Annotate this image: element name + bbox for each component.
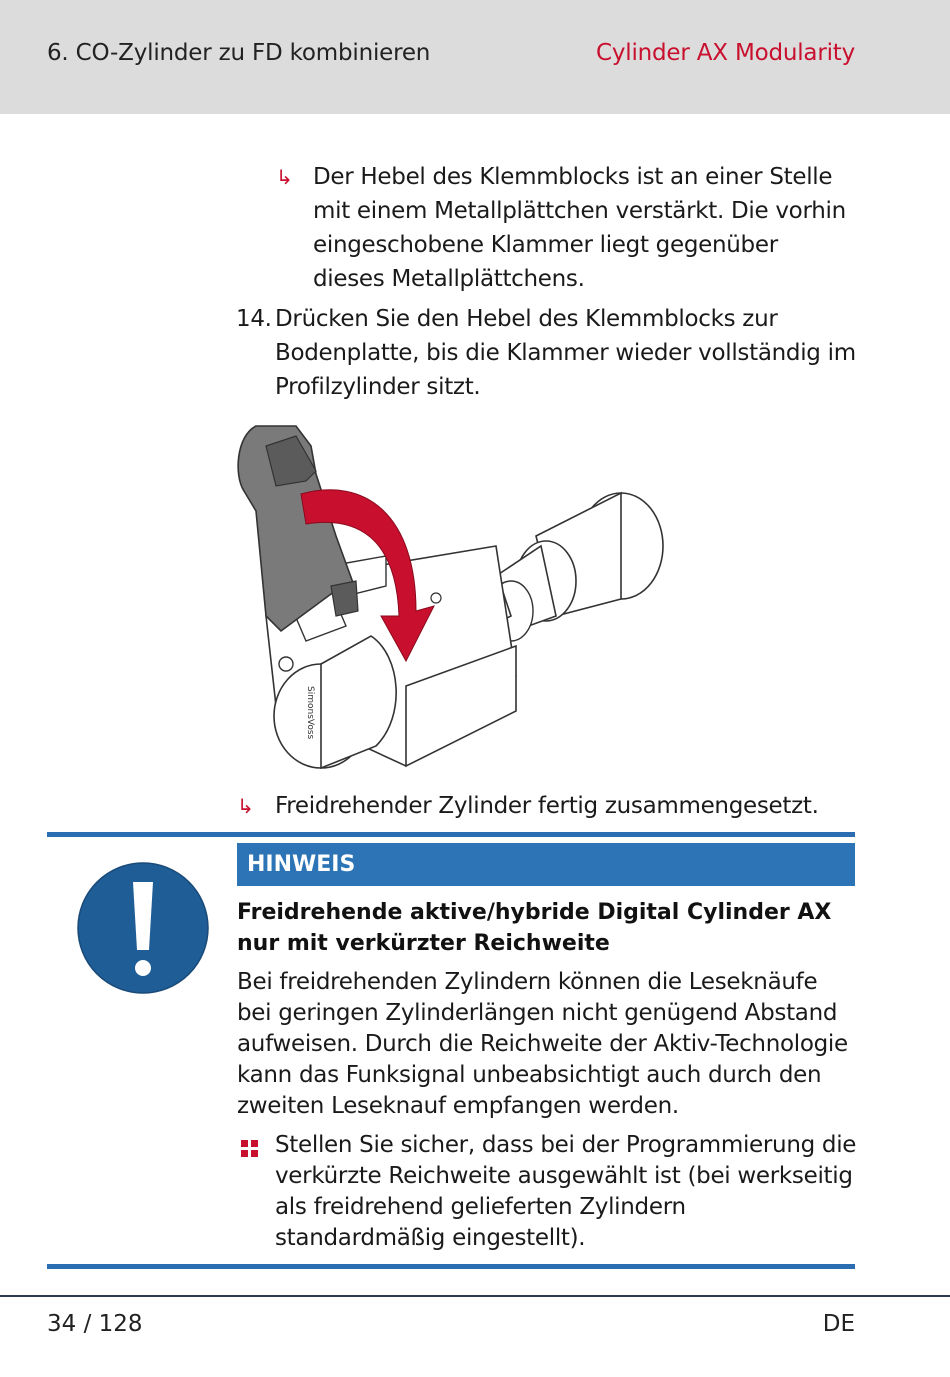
figure-brand-text: SimonsVoss — [305, 686, 315, 740]
chapter-title: 6. CO-Zylinder zu FD kombinieren — [47, 40, 431, 66]
footer-divider — [0, 1295, 950, 1297]
step-14-text: Drücken Sie den Hebel des Klemmblocks zur Bodenplatte, bis die Klammer wieder vollständig im Profilzylinder sitzt. — [275, 306, 856, 400]
notice-body: Bei freidrehenden Zylindern können die Leseknäufe bei geringen Zylinderlängen nicht genügend Abstand aufweisen. Durch die Reichweite der Aktiv-Technologie kann das Funksignal unbeabsichtigt auch durch den zweiten Leseknauf empfangen werden. — [237, 969, 848, 1119]
notice-label: HINWEIS — [237, 843, 855, 886]
step-number: 14. — [236, 306, 272, 332]
cylinder-illustration — [236, 416, 666, 772]
result-arrow-icon: ↳ — [276, 165, 293, 189]
page-number: 34 / 128 — [47, 1311, 143, 1337]
result-1-text: Der Hebel des Klemmblocks ist an einer Stelle mit einem Metallplättchen verstärkt. Die vorhin eingeschobene Klammer liegt gegenüber dieses Metallplättchens. — [313, 164, 846, 292]
step-14 — [236, 302, 856, 404]
notice-bottom-rule — [47, 1264, 855, 1269]
result-arrow-icon: ↳ — [237, 794, 254, 818]
result-paragraph-2 — [237, 789, 857, 823]
notice-title: Freidrehende aktive/hybride Digital Cylinder AX nur mit verkürzter Reichweite — [237, 900, 832, 956]
exclamation-icon — [77, 862, 209, 994]
page-header — [0, 0, 950, 114]
result-paragraph-1 — [276, 160, 856, 296]
language-code: DE — [822, 1311, 855, 1337]
product-title: Cylinder AX Modularity — [596, 40, 855, 66]
result-2-text: Freidrehender Zylinder fertig zusammengesetzt. — [275, 793, 819, 819]
notice-top-rule — [47, 832, 855, 837]
notice-action-text: Stellen Sie sicher, dass bei der Programmierung die verkürzte Reichweite ausgewählt ist (bei werkseitig als freidrehend gelieferten Zylindern standardmäßig eingestellt). — [275, 1132, 857, 1251]
cylinder-drawing — [236, 416, 666, 772]
notice-action — [237, 1130, 857, 1254]
action-bullet-icon — [241, 1136, 259, 1154]
